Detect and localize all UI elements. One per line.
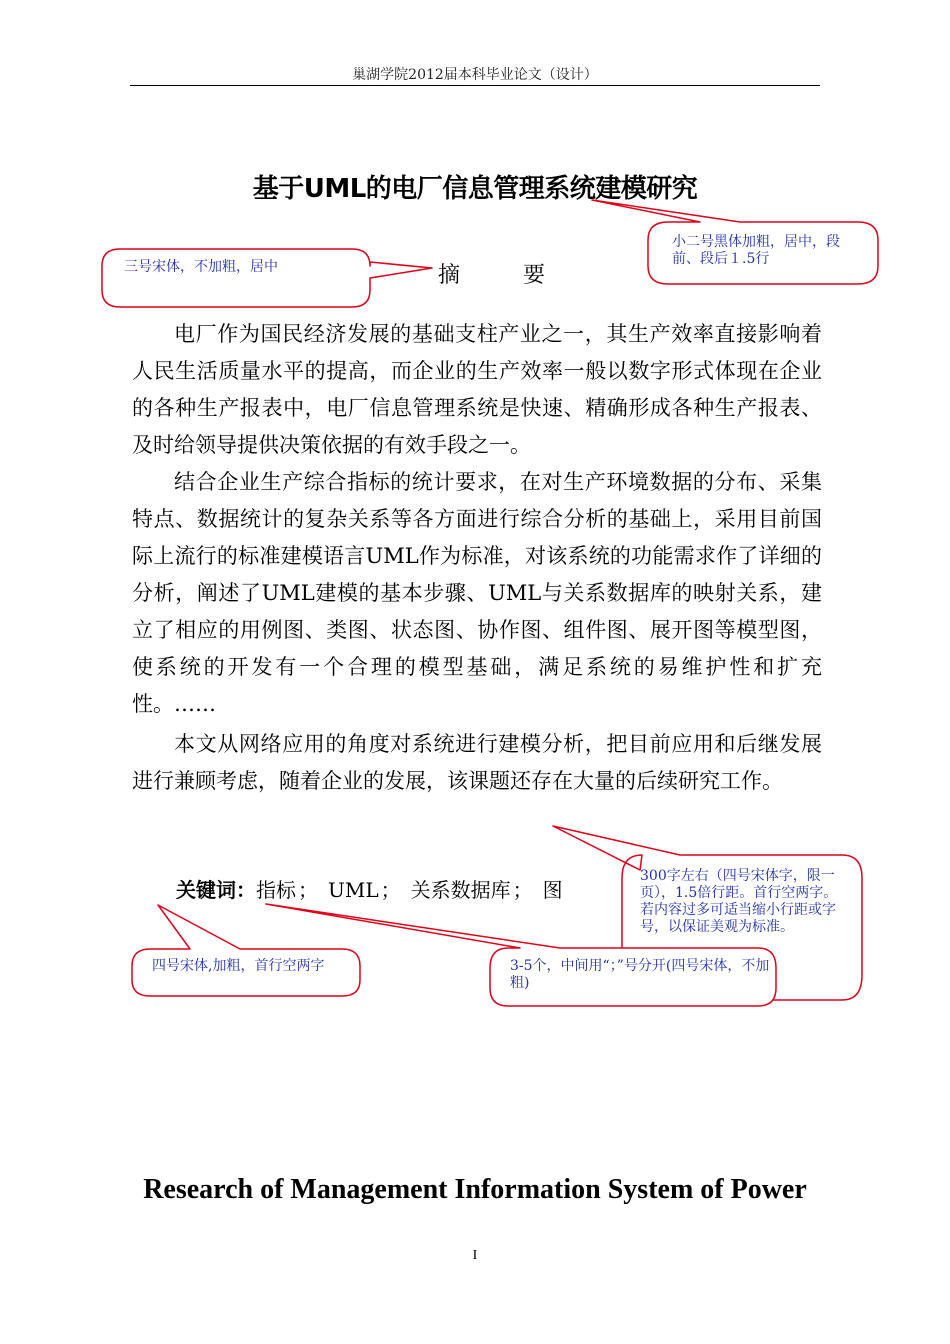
keyword-separator: ； — [380, 878, 401, 902]
page-number: I — [472, 1248, 478, 1263]
callout-kw-items-format: 3-5个，中间用“；”号分开(四号宋体，不加粗) — [510, 958, 770, 991]
keyword-item: UML — [328, 878, 379, 902]
english-title: Research of Management Information System of Power — [143, 1174, 807, 1205]
keywords-label: 关键词： — [176, 878, 256, 902]
abstract-paragraph-1: 电厂作为国民经济发展的基础支柱产业之一，其生产效率直接影响着人民生活质量水平的提高，而企业的生产效率一般以数字形式体现在企业的各种生产报表中，电厂信息管理系统是快速、精确形成各种生产报表、及时给领导提供决策依据的有效手段之一。 — [132, 322, 822, 457]
abstract-paragraph-2: 结合企业生产综合指标的统计要求，在对生产环境数据的分布、采集特点、数据统计的复杂关系等各方面进行综合分析的基础上，采用目前国际上流行的标准建模语言UML作为标准，对该系统的功能需求作了详细的分析，阐述了UML建模的基本步骤、UML与关系数据库的映射关系，建立了相应的用例图、类图、状态图、协作图、组件图、展开图等模型图，使系统的开发有一个合理的模型基础，满足系统的易维护性和扩充性。…… — [132, 470, 822, 716]
keyword-separator: ； — [298, 878, 318, 902]
callout-abstract-format: 三号宋体，不加粗，居中 — [124, 259, 278, 275]
keyword-separator: ； — [512, 878, 533, 902]
running-header: 巢湖学院2012届本科毕业论文（设计） — [352, 67, 598, 83]
keyword-item: 关系数据库 — [410, 878, 511, 902]
callout-bubble-abstract — [102, 249, 432, 307]
keyword-item: 指标 — [256, 878, 296, 902]
keyword-item: 图 — [542, 878, 563, 902]
callout-title-format: 小二号黑体加粗，居中，段前、段后１.5行 — [672, 234, 840, 267]
thesis-title: 基于UML的电厂信息管理系统建模研究 — [252, 174, 698, 204]
callout-bubble-kw-label — [132, 905, 360, 996]
abstract-heading: 摘 要 — [438, 263, 573, 288]
abstract-paragraph-3: 本文从网络应用的角度对系统进行建模分析，把目前应用和后继发展进行兼顾考虑，随着企业的发展，该课题还存在大量的后续研究工作。 — [132, 732, 822, 793]
callout-body-format: 300字左右（四号宋体字，限一页），1.5倍行距。首行空两字。若内容过多可适当缩小行距或字号，以保证美观为标准。 — [640, 868, 838, 935]
callout-kw-label-format: 四号宋体,加粗，首行空两字 — [152, 958, 325, 974]
